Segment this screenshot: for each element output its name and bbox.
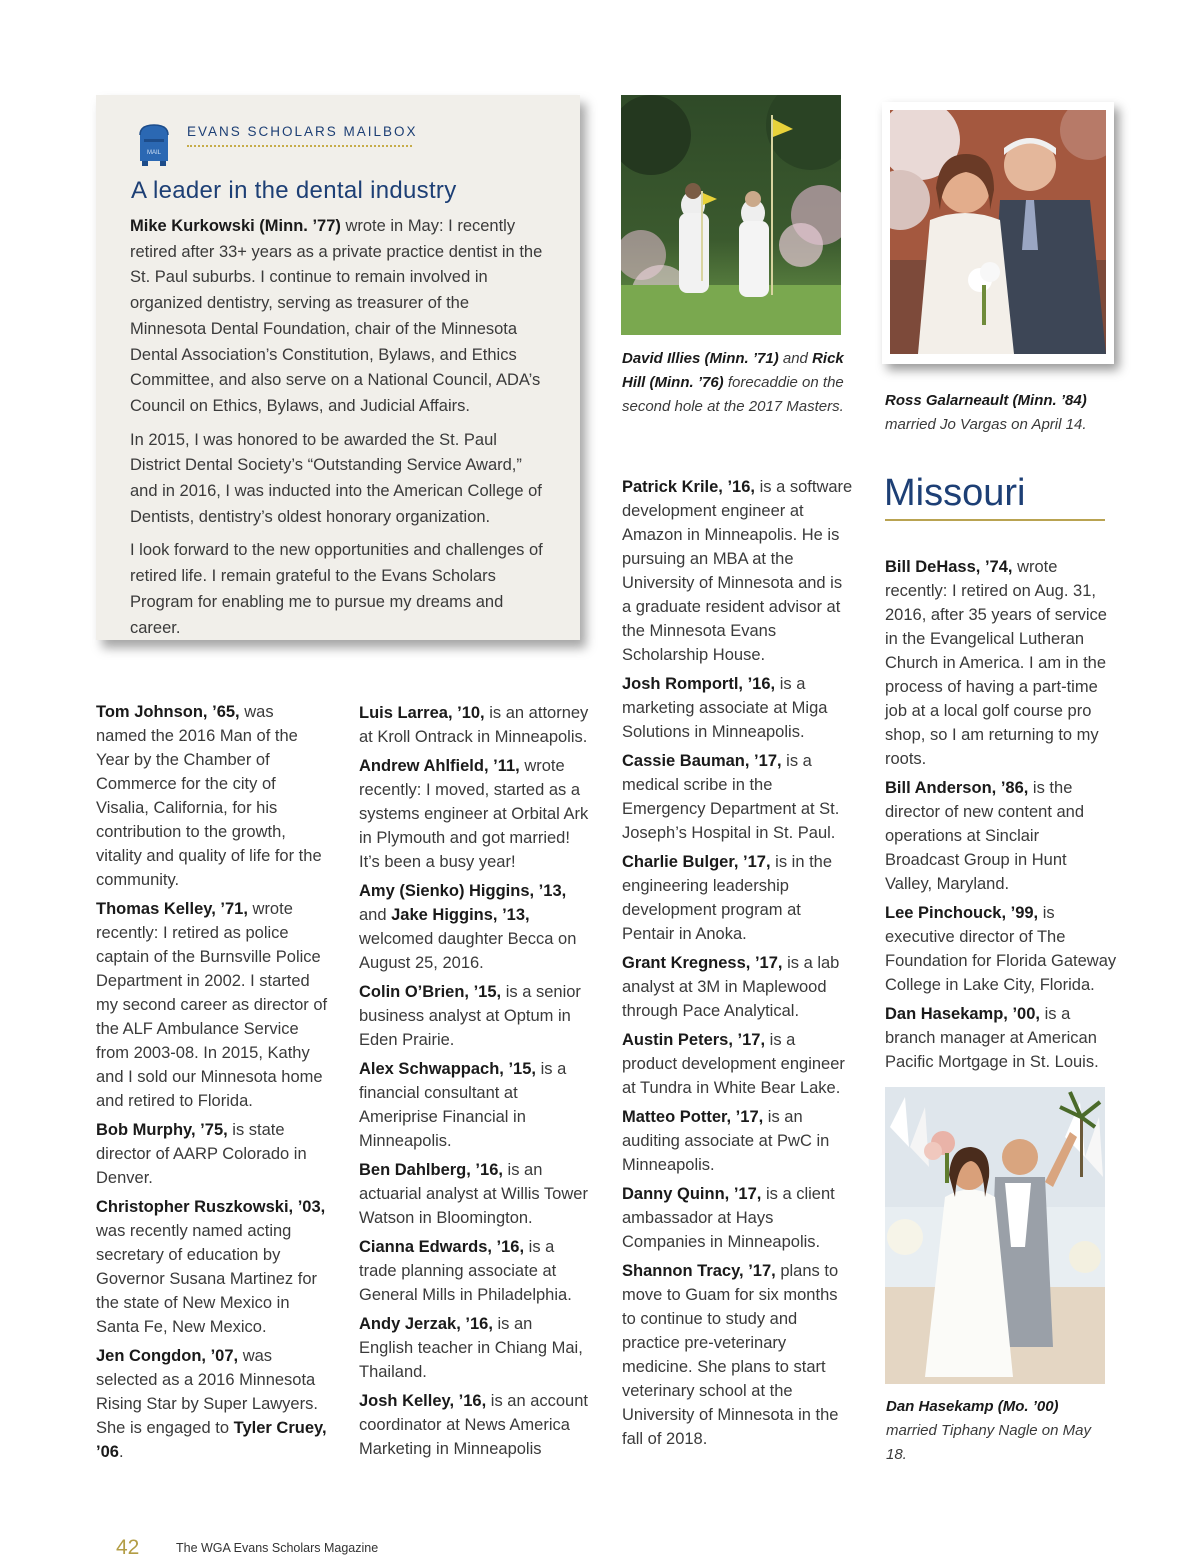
list-item: Tom Johnson, ’65, was named the 2016 Man of the Year by the Chamber of Commerce for the city of Visalia, California, for his contribution to the growth, vitality and quality of life for the community. <box>96 703 322 889</box>
list-item: Matteo Potter, ’17, is an auditing associate at PwC in Minneapolis. <box>622 1108 830 1174</box>
photo-caption: Dan Hasekamp (Mo. ’00) married Tiphany Nagle on May 18. <box>886 1398 1091 1463</box>
column-4 <box>885 555 1117 1079</box>
list-item: Andy Jerzak, ’16, is an English teacher in Chiang Mai, Thailand. <box>359 1315 583 1381</box>
photo-galarneault-wedding <box>890 110 1106 354</box>
list-item: Shannon Tracy, ’17, plans to move to Guam for six months to continue to study and practice pre-veterinary medicine. She plans to start veterinary school at the University of Minnesota in the fall of 2018. <box>622 1262 839 1448</box>
list-item: Dan Hasekamp, ’00, is a branch manager at American Pacific Mortgage in St. Louis. <box>885 1005 1099 1071</box>
mailbox-body <box>130 214 548 649</box>
list-item: Grant Kregness, ’17, is a lab analyst at 3M in Maplewood through Pace Analytical. <box>622 954 840 1020</box>
photo-hasekamp-wedding <box>885 1087 1105 1384</box>
list-item: Thomas Kelley, ’71, wrote recently: I retired as police captain of the Burnsville Police Department in 2002. I started my second career as director of the ALF Ambulance Service from 2003-08. In 2015, Kathy and I sold our Minnesota home and retired to Florida. <box>96 900 328 1110</box>
list-item: Patrick Krile, ’16, is a software development engineer at Amazon in Minneapolis. He is pursuing an MBA at the University of Minnesota and is a graduate resident advisor at the Minnesota Evans Scholarship House. <box>622 478 853 664</box>
list-item: Josh Kelley, ’16, is an account coordinator at News America Marketing in Minneapolis <box>359 1392 588 1458</box>
mailbox-paragraph-3: I look forward to the new opportunities and challenges of retired life. I remain grateful to the Evans Scholars Program for enabling me to pursue my dreams and career. <box>130 541 543 637</box>
photo-frame <box>882 102 1114 364</box>
photo-caption: David Illies (Minn. ’71) and Rick Hill (Minn. ’76) forecaddie on the second hole at the 2017 Masters. <box>622 350 844 415</box>
list-item: Charlie Bulger, ’17, is in the engineering leadership development program at Pentair in Anoka. <box>622 853 833 943</box>
author-name: Mike Kurkowski (Minn. ’77) <box>130 217 341 235</box>
mailbox-panel <box>96 95 580 640</box>
list-item: Ben Dahlberg, ’16, is an actuarial analyst at Willis Tower Watson in Bloomington. <box>359 1161 588 1227</box>
list-item: Bill DeHass, ’74, wrote recently: I retired on Aug. 31, 2016, after 35 years of service in the Evangelical Lutheran Church in America. I am in the process of having a part-time job at a local golf course pro shop, so I am returning to my roots. <box>885 558 1107 768</box>
magazine-title: The WGA Evans Scholars Magazine <box>176 1541 379 1555</box>
list-item: Colin O’Brien, ’15, is a senior business analyst at Optum in Eden Prairie. <box>359 983 581 1049</box>
list-item: Amy (Sienko) Higgins, ’13, and Jake Higgins, ’13, welcomed daughter Becca on August 25, 2016. <box>359 882 577 972</box>
section-heading-missouri: Missouri <box>884 472 1026 514</box>
mailbox-divider <box>187 145 412 147</box>
list-item: Bill Anderson, ’86, is the director of new content and operations at Sinclair Broadcast Group in Hunt Valley, Maryland. <box>885 779 1085 893</box>
list-item: Austin Peters, ’17, is a product development engineer at Tundra in White Bear Lake. <box>622 1031 845 1097</box>
page-number: 42 <box>116 1536 140 1559</box>
column-2 <box>359 701 591 1466</box>
list-item: Jen Congdon, ’07, was selected as a 2016 Minnesota Rising Star by Super Lawyers. She is engaged to Tyler Cruey, ’06. <box>96 1347 327 1461</box>
mailbox-label: EVANS SCHOLARS MAILBOX <box>187 124 418 139</box>
list-item: Bob Murphy, ’75, is state director of AARP Colorado in Denver. <box>96 1121 307 1187</box>
section-divider <box>885 519 1105 521</box>
photo-caption: Ross Galarneault (Minn. ’84) married Jo Vargas on April 14. <box>885 392 1087 433</box>
list-item: Danny Quinn, ’17, is a client ambassador at Hays Companies in Minneapolis. <box>622 1185 835 1251</box>
list-item: Alex Schwappach, ’15, is a financial consultant at Ameriprise Financial in Minneapolis. <box>359 1060 567 1150</box>
list-item: Josh Romportl, ’16, is a marketing associate at Miga Solutions in Minneapolis. <box>622 675 828 741</box>
list-item: Christopher Ruszkowski, ’03, was recently named acting secretary of education by Governor Susana Martinez for the state of New Mexico in Santa Fe, New Mexico. <box>96 1198 326 1336</box>
mailbox-paragraph-1: Mike Kurkowski (Minn. ’77) wrote in May: I recently retired after 33+ years as a private practice dentist in the St. Paul suburbs. I continue to remain involved in organized dentistry, serving as treasurer of the Minnesota Dental Foundation, chair of the Minnesota Dental Association’s Constitution, Bylaws, and Ethics Committee, and also serve on a National Council, ADA’s Council on Ethics, Bylaws, and Judicial Affairs. <box>130 217 543 415</box>
list-item: Luis Larrea, ’10, is an attorney at Kroll Ontrack in Minneapolis. <box>359 704 589 746</box>
list-item: Cianna Edwards, ’16, is a trade planning associate at General Mills in Philadelphia. <box>359 1238 572 1304</box>
mailbox-paragraph-2: In 2015, I was honored to be awarded the St. Paul District Dental Society’s “Outstanding Service Award,” and in 2016, I was inducted into the American College of Dentists, dentistry’s oldest honorary organization. <box>130 430 542 526</box>
column-3 <box>622 475 854 1456</box>
svg-text:MAIL: MAIL <box>146 150 162 156</box>
list-item: Andrew Ahlfield, ’11, wrote recently: I moved, started as a systems engineer at Orbital Ark in Plymouth and got married! It’s been a busy year! <box>359 757 589 871</box>
list-item: Lee Pinchouck, ’99, is executive director of The Foundation for Florida Gateway College in Lake City, Florida. <box>885 904 1117 994</box>
mailbox-icon <box>136 121 172 167</box>
column-1 <box>96 700 328 1469</box>
photo-masters-caddies <box>621 95 841 335</box>
mailbox-title: A leader in the dental industry <box>131 177 457 204</box>
list-item: Cassie Bauman, ’17, is a medical scribe in the Emergency Department at St. Joseph’s Hospital in St. Paul. <box>622 752 840 842</box>
